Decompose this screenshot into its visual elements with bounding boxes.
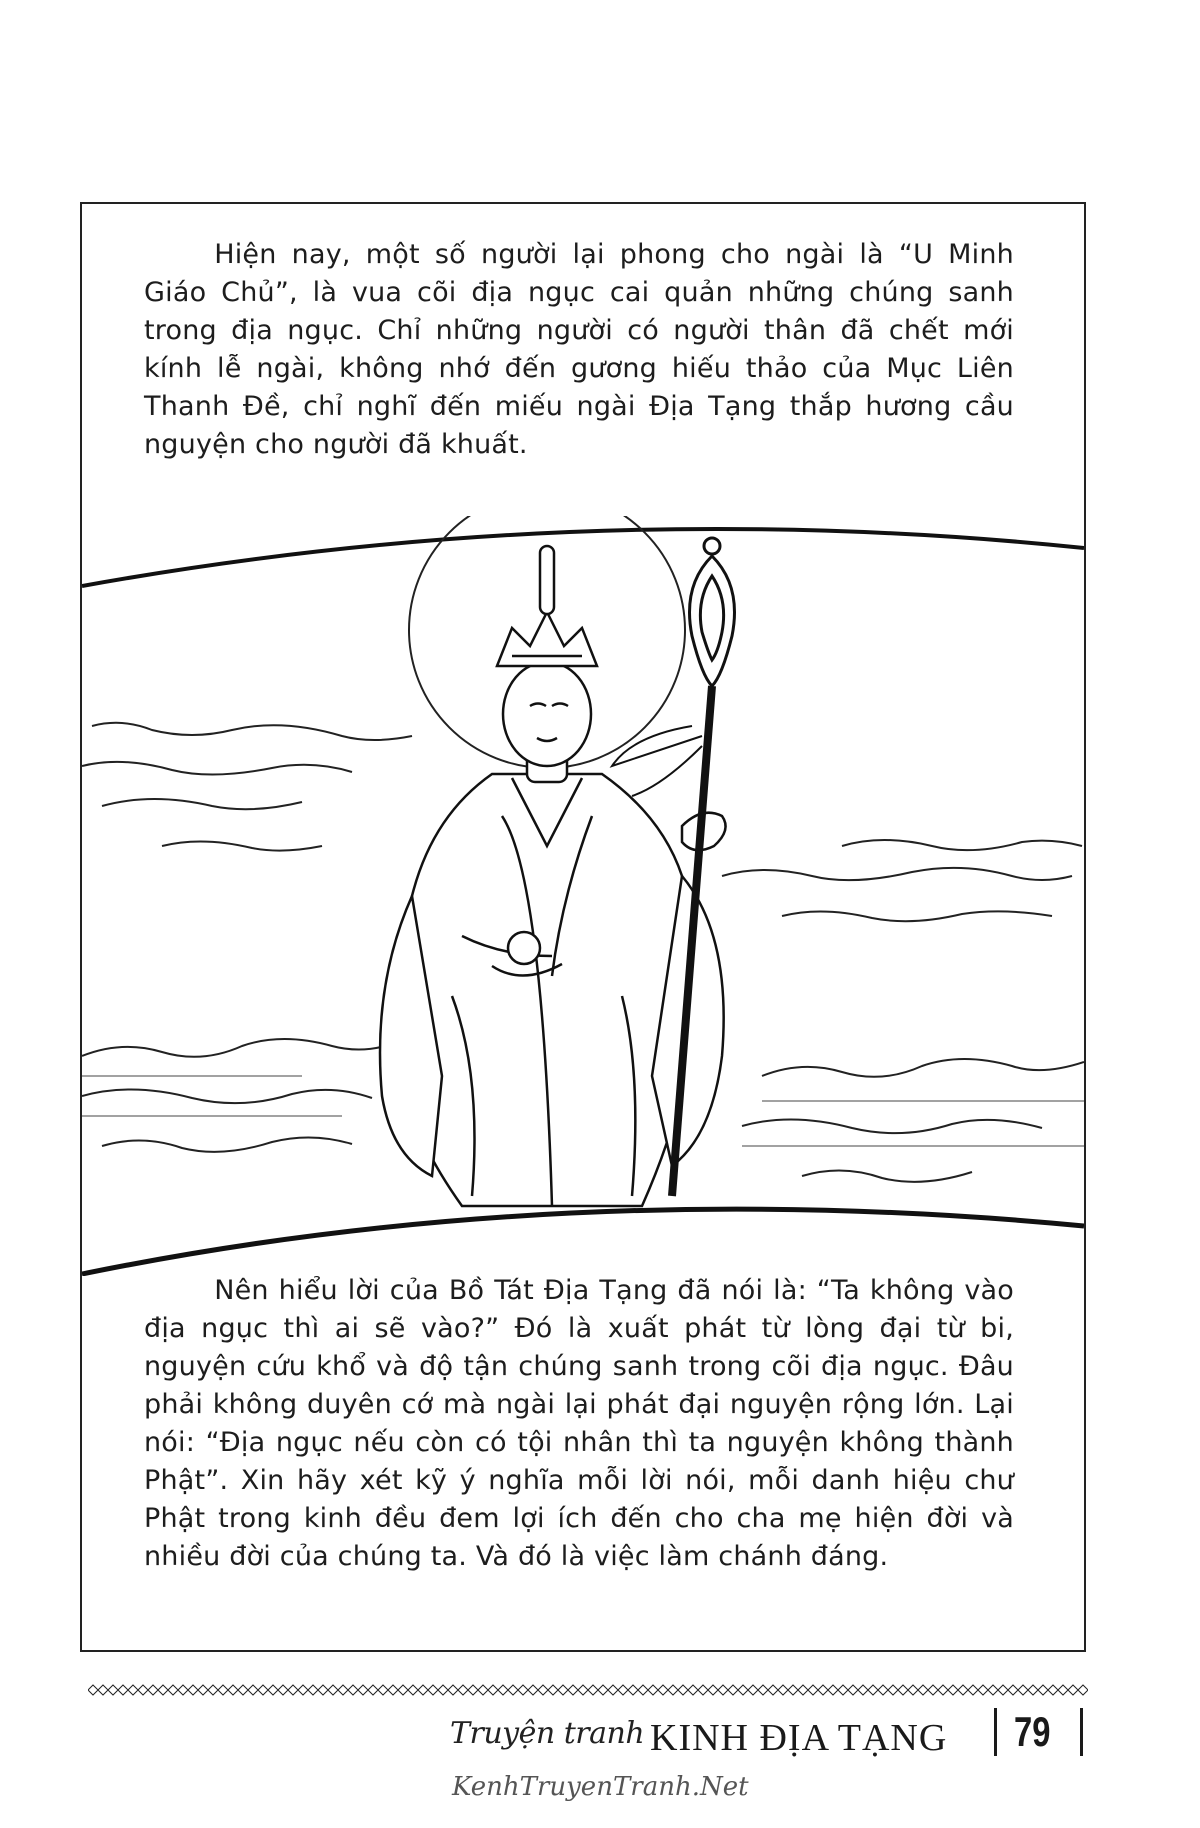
ksitigarbha-illustration [82, 516, 1084, 1276]
page-number: 79 [1014, 1708, 1051, 1755]
watermark: KenhTruyenTranh.Net [452, 1772, 749, 1802]
crown [497, 612, 597, 666]
bodhisattva-figure [380, 546, 726, 1206]
footer-separator [994, 1708, 997, 1756]
caption-bottom: Nên hiểu lời của Bồ Tát Địa Tạng đã nói là: “Ta không vào địa ngục thì ai sẽ vào?” Đó là xuất phát từ lòng đại từ bi, nguyện cứu khổ và độ tận chúng sanh trong cõi địa ngục. Đâu phải không duyên cớ mà ngài lại phát đại nguyện rộng lớn. Lại nói: “Địa ngục nếu còn có tội nhân thì ta nguyện không thành Phật”. Xin hãy xét kỹ ý nghĩa mỗi lời nói, mỗi danh hiệu chư Phật trong kinh đều đem lợi ích đến cho cha mẹ hiện đời và nhiều đời của chúng ta. Và đó là việc làm chánh đáng. [144, 1275, 1014, 1572]
face [503, 662, 591, 766]
decorative-border [88, 1683, 1088, 1697]
wish-jewel [508, 932, 540, 964]
footer-book-title: KINH ĐỊA TẠNG [650, 1717, 948, 1759]
caption-top: Hiện nay, một số người lại phong cho ngài là “U Minh Giáo Chủ”, là vua cõi địa ngục cai quản những chúng sanh trong địa ngục. Chỉ những người có người thân đã chết mới kính lễ ngài, không nhớ đến gương hiếu thảo của Mục Liên Thanh Đề, chỉ nghĩ đến miếu ngài Địa Tạng thắp hương cầu nguyện cho người đã khuất. [144, 239, 1014, 460]
comic-panel-frame [80, 202, 1086, 1652]
footer-series-logo: Truyện tranh [450, 1716, 645, 1751]
footer-separator-right [1080, 1708, 1083, 1756]
